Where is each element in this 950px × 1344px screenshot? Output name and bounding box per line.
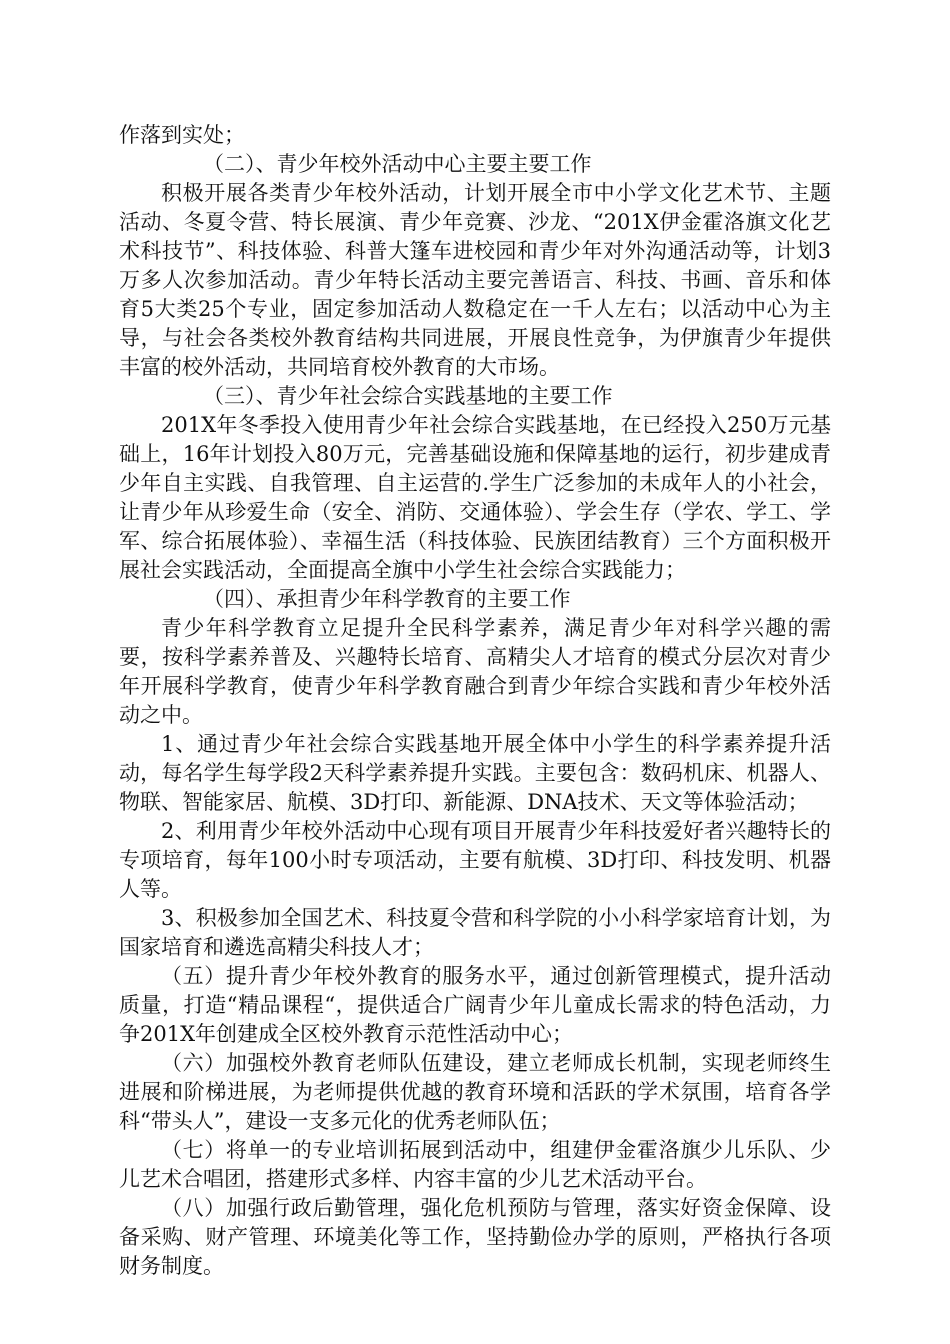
section-heading-2: （二）、青少年校外活动中心主要主要工作 (203, 152, 592, 176)
section-8: （八）加强行政后勤管理，强化危机预防与管理，落实好资金保障、设备采购、财产管理、环境美化等工作，坚持勤俭办学的原则，严格执行各项财务制度。 (119, 1196, 831, 1278)
paragraph-practice-base: 201X年冬季投入使用青少年社会综合实践基地，在已经投入250万元基础上，16年计划投入80万元，完善基础设施和保障基地的运行，初步建成青少年自主实践、自我管理、自主运营的.学生广泛参加的未成年人的小社会，让青少年从珍爱生命（安全、消防、交通体验）、学会生存（学农、学工、学军、综合拓展体验）、幸福生活（科技体验、民族团结教育）三个方面积极开展社会实践活动，全面提高全旗中小学生社会综合实践能力； (119, 413, 831, 582)
list-item-2: 2、利用青少年校外活动中心现有项目开展青少年科技爱好者兴趣特长的专项培育，每年100小时专项活动，主要有航模、3D打印、科技发明、机器人等。 (119, 819, 831, 901)
section-6: （六）加强校外教育老师队伍建设，建立老师成长机制，实现老师终生进展和阶梯进展，为老师提供优越的教育环境和活跃的学术氛围，培育各学科“带头人”，建设一支多元化的优秀老师队伍； (119, 1051, 831, 1133)
document-body (119, 121, 831, 1281)
section-heading-4: （四）、承担青少年科学教育的主要工作 (203, 587, 571, 611)
list-item-1: 1、通过青少年社会综合实践基地开展全体中小学生的科学素养提升活动，每名学生每学段2天科学素养提升实践。主要包含：数码机床、机器人、物联、智能家居、航模、3D打印、新能源、DNA技术、天文等体验活动； (119, 732, 831, 814)
section-5: （五）提升青少年校外教育的服务水平，通过创新管理模式，提升活动质量，打造“精品课程“，提供适合广阔青少年儿童成长需求的特色活动，力争201X年创建成全区校外教育示范性活动中心； (119, 964, 831, 1046)
paragraph-activities: 积极开展各类青少年校外活动，计划开展全市中小学文化艺术节、主题活动、冬夏令营、特长展演、青少年竞赛、沙龙、“201X伊金霍洛旗文化艺术科技节”、科技体验、科普大篷车进校园和青少年对外沟通活动等，计划3万多人次参加活动。青少年特长活动主要完善语言、科技、书画、音乐和体育5大类25个专业，固定参加活动人数稳定在一千人左右；以活动中心为主导，与社会各类校外教育结构共同进展，开展良性竞争，为伊旗青少年提供丰富的校外活动，共同培育校外教育的大市场。 (119, 181, 831, 379)
section-heading-3: （三）、青少年社会综合实践基地的主要工作 (203, 384, 613, 408)
paragraph-science-education: 青少年科学教育立足提升全民科学素养，满足青少年对科学兴趣的需要，按科学素养普及、兴趣特长培育、高精尖人才培育的模式分层次对青少年开展科学教育，使青少年科学教育融合到青少年综合实践和青少年校外活动之中。 (119, 616, 831, 727)
paragraph-continuation: 作落到实处； (119, 123, 245, 147)
list-item-3: 3、积极参加全国艺术、科技夏令营和科学院的小小科学家培育计划，为国家培育和遴选高精尖科技人才； (119, 906, 831, 959)
section-7: （七）将单一的专业培训拓展到活动中，组建伊金霍洛旗少儿乐队、少儿艺术合唱团，搭建形式多样、内容丰富的少儿艺术活动平台。 (119, 1138, 831, 1191)
